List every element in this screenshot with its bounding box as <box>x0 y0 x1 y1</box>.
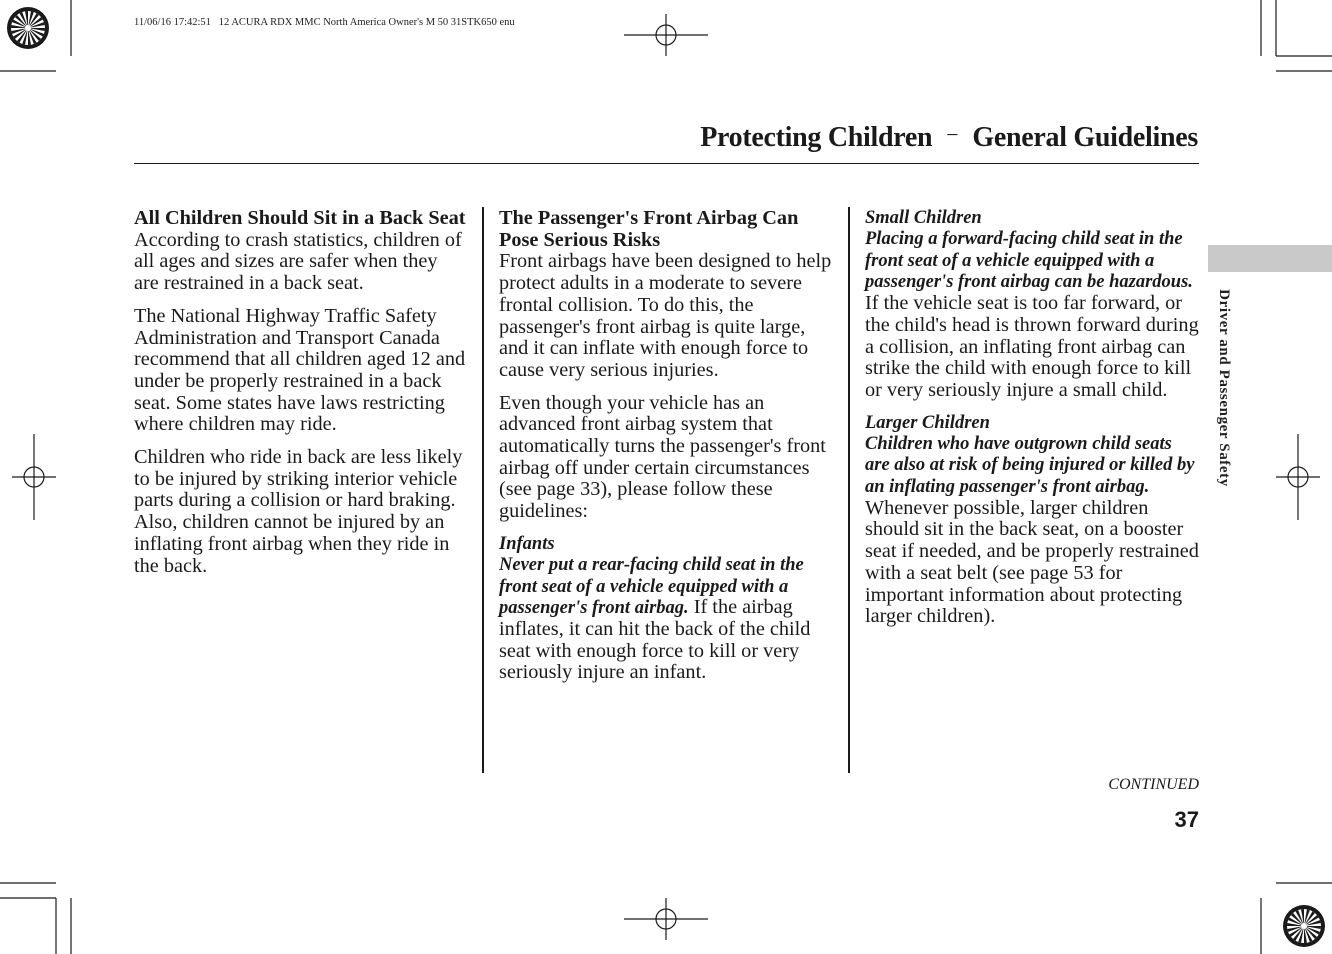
title-subsection: General Guidelines <box>972 122 1198 153</box>
column-divider <box>848 207 850 773</box>
column-1 <box>134 208 466 588</box>
registration-starburst-icon <box>1283 905 1325 947</box>
subsection-heading: Infants <box>499 533 555 554</box>
column-3 <box>865 208 1200 639</box>
section-tab-label: Driver and Passenger Safety <box>1216 289 1232 487</box>
print-job-info: 11/06/16 17:42:51 12 ACURA RDX MMC North America Owner's M 50 31STK650 enu <box>134 17 515 28</box>
title-separator: − <box>946 122 959 147</box>
subsection-block <box>499 534 834 684</box>
warning-text: Children who have outgrown child seats are also at risk of being injured or killed by an inflating passenger's front airbag. <box>865 433 1195 498</box>
page-number: 37 <box>1174 807 1199 832</box>
section-block <box>499 208 834 382</box>
paragraph: Whenever possible, larger children should sit in the back seat, on a booster seat if needed, and be properly restrained with a seat belt (see page 53 for important information about protecting larger children). <box>865 496 1199 628</box>
warning-text: Placing a forward-facing child seat in the front seat of a vehicle equipped with a passenger's front airbag can be hazardous. <box>865 229 1193 293</box>
registration-starburst-icon <box>7 7 49 49</box>
paragraph: According to crash statistics, children of all ages and sizes are safer when they are restrained in a back seat. <box>134 228 462 295</box>
section-block <box>134 208 466 295</box>
subsection-heading: Small Children <box>865 208 982 228</box>
paragraph: Front airbags have been designed to help protect adults in a moderate to severe frontal collision. To do this, the passenger's front airbag is quite large, and it can inflate with enough force to cause very serious injuries. <box>499 250 832 381</box>
column-2 <box>499 208 834 695</box>
warning-text: Never put a rear-facing child seat in the front seat of a vehicle equipped with a passenger's front airbag. <box>499 554 804 619</box>
continued-label: CONTINUED <box>1108 776 1199 793</box>
title-section: Protecting Children <box>700 122 933 153</box>
column-divider <box>482 207 484 773</box>
paragraph: If the vehicle seat is too far forward, or the child's head is thrown forward during a collision, an inflating front airbag can strike the child with enough force to kill or very seriously injure a small child. <box>865 292 1199 401</box>
paragraph: Even though your vehicle has an advanced front airbag system that automatically turns the passenger's front airbag off under certain circumstances (see page 33), please follow these guidelines: <box>499 391 826 523</box>
paragraph: Children who ride in back are less likely to be injured by striking interior vehicle parts during a collision or hard braking. Also, children cannot be injured by an inflating front airbag when they ride in the back. <box>134 446 463 577</box>
section-heading: The Passenger's Front Airbag Can Pose Serious Risks <box>499 207 799 251</box>
subsection-block <box>865 208 1200 402</box>
title-rule <box>134 163 1199 164</box>
paragraph: If the airbag inflates, it can hit the back of the child seat with enough force to kill or very seriously injure an infant. <box>499 596 811 684</box>
section-heading: All Children Should Sit in a Back Seat <box>134 207 466 229</box>
page-title <box>700 122 1198 154</box>
subsection-block <box>865 413 1200 628</box>
paragraph: The National Highway Traffic Safety Administration and Transport Canada recommend that all children aged 12 and under be properly restrained in a back seat. Some states have laws restricting where children may ride. <box>134 304 466 436</box>
subsection-heading: Larger Children <box>865 412 990 433</box>
